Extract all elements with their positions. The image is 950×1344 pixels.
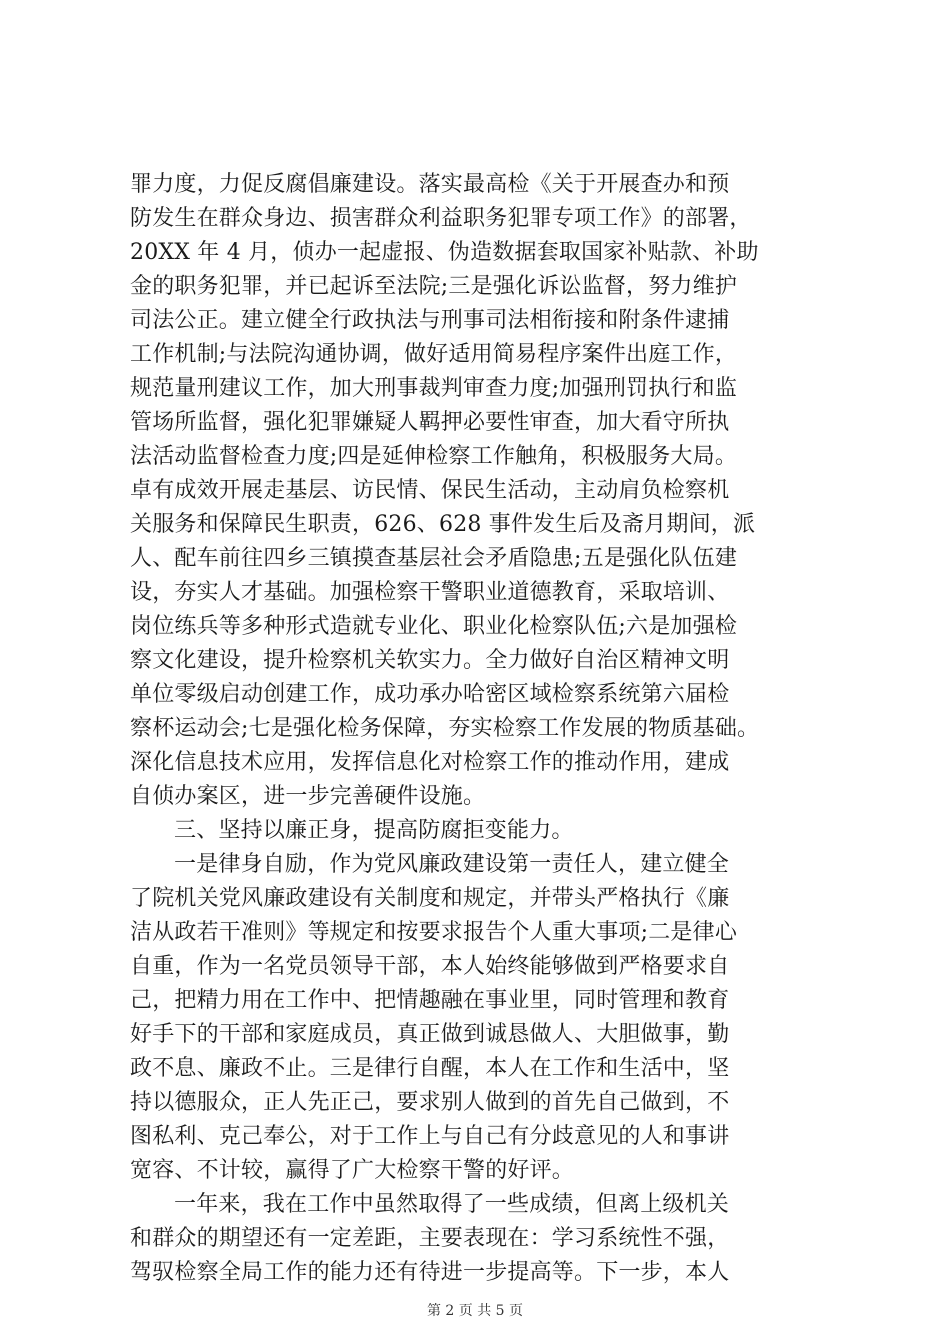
text-line: 驾驭检察全局工作的能力还有待进一步提高等。下一步，本人 bbox=[130, 1260, 730, 1285]
text-line: 金的职务犯罪，并已起诉至法院;三是强化诉讼监督，努力维护 bbox=[130, 274, 738, 299]
text-line: 察文化建设，提升检察机关软实力。全力做好自治区精神文明 bbox=[130, 648, 730, 673]
text-line: 一是律身自励，作为党风廉政建设第一责任人，建立健全 bbox=[174, 852, 730, 877]
text-line: 20XX 年 4 月，侦办一起虚报、伪造数据套取国家补贴款、补助 bbox=[130, 240, 759, 265]
text-line: 罪力度，力促反腐倡廉建设。落实最高检《关于开展查办和预 bbox=[130, 172, 730, 197]
text-line: 法活动监督检查力度;四是延伸检察工作触角，积极服务大局。 bbox=[130, 444, 738, 469]
text-line: 洁从政若干准则》等规定和按要求报告个人重大事项;二是律心 bbox=[130, 920, 738, 945]
text-line: 三、坚持以廉正身，提高防腐拒变能力。 bbox=[174, 818, 574, 843]
text-line: 人、配车前往四乡三镇摸查基层社会矛盾隐患;五是强化队伍建 bbox=[130, 546, 738, 571]
text-line: 设，夯实人才基础。加强检察干警职业道德教育，采取培训、 bbox=[130, 580, 730, 605]
text-line: 图私利、克己奉公，对于工作上与自己有分歧意见的人和事讲 bbox=[130, 1124, 730, 1149]
document-body bbox=[130, 168, 830, 1290]
text-line: 防发生在群众身边、损害群众利益职务犯罪专项工作》的部署， bbox=[130, 206, 752, 231]
text-line: 深化信息技术应用，发挥信息化对检察工作的推动作用，建成 bbox=[130, 750, 730, 775]
text-line: 司法公正。建立健全行政执法与刑事司法相衔接和附条件逮捕 bbox=[130, 308, 730, 333]
text-line: 管场所监督，强化犯罪嫌疑人羁押必要性审查，加大看守所执 bbox=[130, 410, 730, 435]
text-line: 单位零级启动创建工作，成功承办哈密区域检察系统第六届检 bbox=[130, 682, 730, 707]
text-line: 自侦办案区，进一步完善硬件设施。 bbox=[130, 784, 486, 809]
text-line: 持以德服众，正人先正己，要求别人做到的首先自己做到，不 bbox=[130, 1090, 730, 1115]
text-line: 关服务和保障民生职责，626、628 事件发生后及斋月期间，派 bbox=[130, 512, 756, 537]
text-line: 了院机关党风廉政建设有关制度和规定，并带头严格执行《廉 bbox=[130, 886, 730, 911]
text-line: 好手下的干部和家庭成员，真正做到诚恳做人、大胆做事，勤 bbox=[130, 1022, 730, 1047]
text-line: 岗位练兵等多种形式造就专业化、职业化检察队伍;六是加强检 bbox=[130, 614, 738, 639]
text-line: 宽容、不计较，赢得了广大检察干警的好评。 bbox=[130, 1158, 575, 1183]
text-line: 卓有成效开展走基层、访民情、保民生活动，主动肩负检察机 bbox=[130, 478, 730, 503]
page-number-footer: 第 2 页 共 5 页 bbox=[426, 1303, 524, 1319]
text-line: 政不息、廉政不止。三是律行自醒，本人在工作和生活中，坚 bbox=[130, 1056, 730, 1081]
text-line: 自重，作为一名党员领导干部，本人始终能够做到严格要求自 bbox=[130, 954, 730, 979]
text-line: 工作机制;与法院沟通协调，做好适用简易程序案件出庭工作， bbox=[130, 342, 738, 367]
text-line: 一年来，我在工作中虽然取得了一些成绩，但离上级机关 bbox=[174, 1192, 730, 1217]
text-line: 察杯运动会;七是强化检务保障，夯实检察工作发展的物质基础。 bbox=[130, 716, 760, 741]
text-line: 规范量刑建议工作，加大刑事裁判审查力度;加强刑罚执行和监 bbox=[130, 376, 738, 401]
text-line: 和群众的期望还有一定差距，主要表现在：学习系统性不强， bbox=[130, 1226, 730, 1251]
text-line: 己，把精力用在工作中、把情趣融在事业里，同时管理和教育 bbox=[130, 988, 730, 1013]
